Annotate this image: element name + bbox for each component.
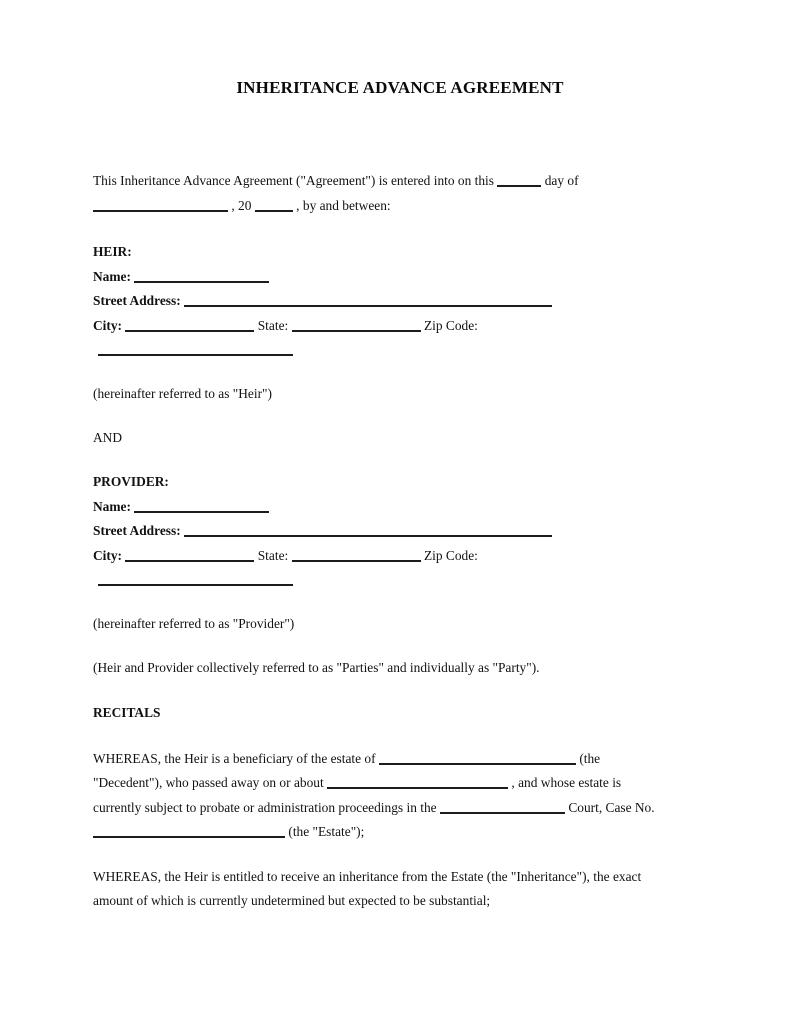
heir-blank-state: [292, 325, 421, 332]
blank-month: [93, 205, 228, 212]
heir-city-label: City:: [93, 317, 123, 333]
provider-blank-city: [125, 555, 254, 562]
whereas2-line-2: amount of which is currently undetermined but expected to be substantial;: [93, 893, 491, 908]
whereas1-line-2: [93, 771, 707, 796]
blank-court-name: [440, 807, 565, 814]
blank-decedent-name: [379, 758, 576, 765]
provider-heading: PROVIDER:: [93, 474, 169, 489]
whereas1-text-4: , and whose estate is: [511, 775, 622, 790]
intro-line-1: [93, 169, 707, 194]
provider-zip-label: Zip Code:: [423, 547, 478, 563]
heir-street-row: [93, 289, 707, 314]
heir-zip-label: Zip Code:: [423, 317, 478, 333]
whereas1-text-6: Court, Case No.: [568, 799, 655, 815]
intro-paragraph: [93, 169, 707, 218]
intro-text-2: day of: [544, 173, 579, 188]
whereas1-line-3: [93, 796, 707, 821]
provider-blank-name: [134, 506, 269, 513]
blank-year: [255, 205, 293, 212]
provider-city-label: City:: [93, 547, 123, 563]
provider-zip-row: [93, 568, 707, 593]
provider-section: [93, 470, 707, 593]
whereas1-text-2: (the: [579, 750, 601, 766]
heir-city-row: [93, 314, 707, 339]
intro-text-3: , 20: [231, 197, 252, 213]
whereas2-line-1: WHEREAS, the Heir is entitled to receive an inheritance from the Estate (the "Inheritance"), the exact: [93, 868, 642, 884]
parties-note: (Heir and Provider collectively referred to as "Parties" and individually as "Party").: [93, 660, 540, 675]
heir-section: [93, 240, 707, 363]
provider-blank-street: [184, 530, 552, 537]
heir-blank-zip: [98, 349, 293, 356]
heir-state-label: State:: [257, 317, 289, 333]
whereas1-text-1: WHEREAS, the Heir is a beneficiary of the estate of: [93, 750, 376, 766]
whereas1-text-7: (the "Estate");: [288, 824, 365, 839]
blank-case-number: [93, 831, 285, 838]
document-title: INHERITANCE ADVANCE AGREEMENT: [236, 78, 564, 97]
heir-heading: HEIR:: [93, 244, 132, 259]
intro-text-4: , by and between:: [296, 197, 391, 213]
whereas1-line-4: [93, 820, 707, 845]
provider-street-row: [93, 519, 707, 544]
whereas-paragraph-2: [93, 865, 707, 914]
provider-hereinafter: (hereinafter referred to as "Provider"): [93, 615, 295, 631]
intro-text-1: This Inheritance Advance Agreement ("Agreement") is entered into on this: [93, 173, 494, 188]
provider-blank-zip: [98, 579, 293, 586]
provider-name-label: Name:: [93, 498, 131, 514]
provider-blank-state: [292, 555, 421, 562]
heir-blank-street: [184, 300, 552, 307]
blank-day-of-month: [497, 180, 541, 187]
heir-hereinafter: (hereinafter referred to as "Heir"): [93, 385, 272, 401]
intro-line-2: [93, 194, 707, 219]
heir-name-label: Name:: [93, 268, 131, 284]
recitals-heading: RECITALS: [93, 705, 161, 720]
conjunction-and: AND: [93, 429, 123, 445]
heir-name-row: [93, 265, 707, 290]
blank-date-of-death: [327, 782, 508, 789]
heir-zip-row: [93, 338, 707, 363]
heir-blank-name: [134, 276, 269, 283]
heir-street-label: Street Address:: [93, 293, 181, 308]
whereas1-text-5: currently subject to probate or administration proceedings in the: [93, 799, 437, 815]
whereas-paragraph-1: [93, 747, 707, 845]
whereas1-text-3: "Decedent"), who passed away on or about: [93, 775, 324, 790]
provider-street-label: Street Address:: [93, 523, 181, 538]
provider-city-row: [93, 544, 707, 569]
heir-blank-city: [125, 325, 254, 332]
whereas1-line-1: [93, 747, 707, 772]
provider-state-label: State:: [257, 547, 289, 563]
provider-name-row: [93, 495, 707, 520]
